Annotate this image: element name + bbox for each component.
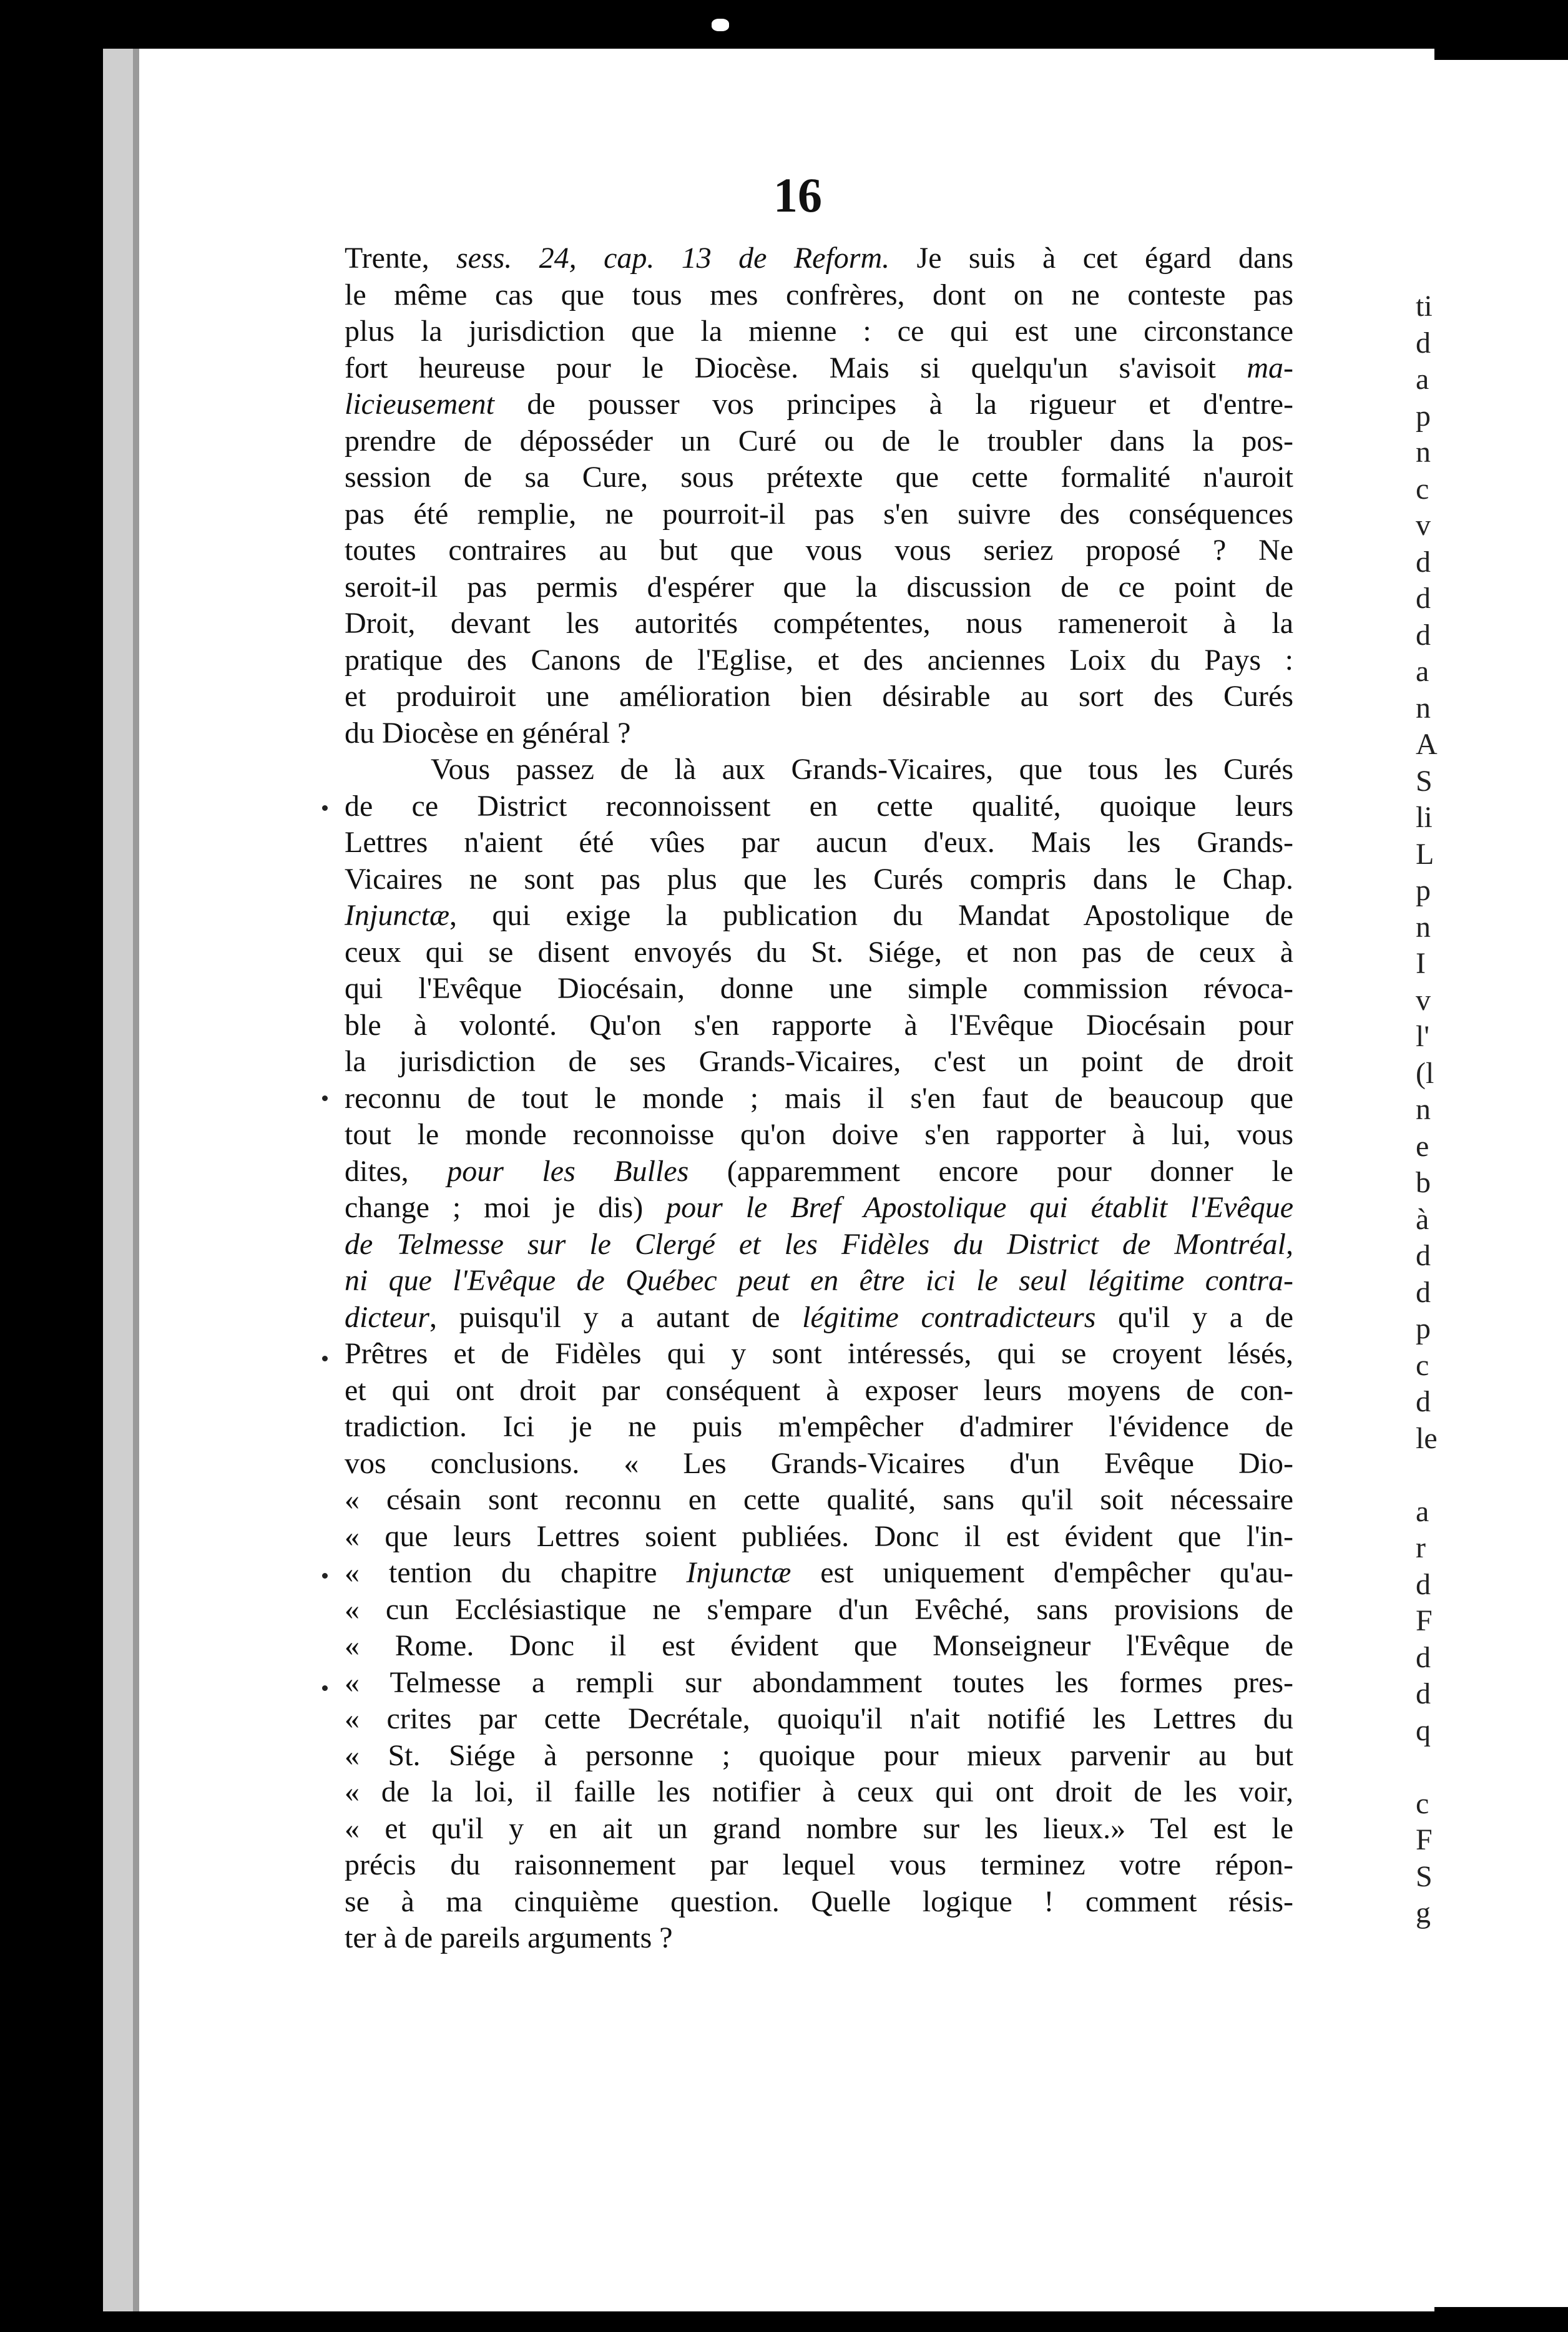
text-line: « de la loi, il faille les notifier à ceux qui ont droit de les voir, — [345, 1775, 1293, 1808]
adjacent-page-letter: I — [1416, 947, 1426, 980]
adjacent-page-letter: d — [1416, 1239, 1431, 1272]
text-line: « que leurs Lettres soient publiées. Donc il est évident que l'in- — [345, 1519, 1293, 1553]
text-line: change ; moi je dis) pour le Bref Apostolique qui établit l'Evêque — [345, 1191, 1293, 1224]
adjacent-page-letter: g — [1416, 1896, 1431, 1929]
adjacent-page-letter: n — [1416, 910, 1431, 944]
adjacent-page-letter: à — [1416, 1202, 1429, 1236]
page-gutter — [133, 49, 139, 2311]
margin-mark — [322, 1685, 328, 1691]
text-line: seroit-il pas permis d'espérer que la discussion de ce point de — [345, 570, 1293, 604]
text-line: Trente, sess. 24, cap. 13 de Reform. Je suis à cet égard dans — [345, 242, 1293, 275]
adjacent-page-letter: d — [1416, 545, 1431, 579]
adjacent-page-letter: p — [1416, 1312, 1431, 1345]
text-line: session de sa Cure, sous prétexte que cette formalité n'auroit — [345, 461, 1293, 494]
margin-mark — [322, 805, 328, 811]
text-line: « St. Siége à personne ; quoique pour mieux parvenir au but — [345, 1738, 1293, 1772]
adjacent-page-letter: A — [1416, 728, 1438, 761]
adjacent-page-letter: F — [1416, 1823, 1433, 1856]
text-line: Droit, devant les autorités compétentes, nous rameneroit à la — [345, 607, 1293, 640]
page-body-text — [345, 240, 1293, 1957]
text-line: « cun Ecclésiastique ne s'empare d'un Evêché, sans provisions de — [345, 1592, 1293, 1626]
adjacent-page-fragment — [1416, 60, 1568, 2307]
page-number: 16 — [773, 168, 822, 222]
adjacent-page-letter — [1416, 1751, 1566, 1783]
text-line: toutes contraires au but que vous vous seriez proposé ? Ne — [345, 534, 1293, 567]
adjacent-page-letter: n — [1416, 1093, 1431, 1126]
adjacent-page-letter: p — [1416, 874, 1431, 907]
text-line: Vicaires ne sont pas plus que les Curés compris dans le Chap. — [345, 862, 1293, 896]
text-line: et produiroit une amélioration bien désirable au sort des Curés — [345, 680, 1293, 713]
text-line: dicteur, puisqu'il y a autant de légitime contradicteurs qu'il y a de — [345, 1300, 1293, 1334]
adjacent-page-letter: d — [1416, 1677, 1431, 1710]
adjacent-page-letter: p — [1416, 399, 1431, 433]
adjacent-page-letter: S — [1416, 764, 1433, 798]
adjacent-page-letter: b — [1416, 1166, 1431, 1199]
text-line: ter à de pareils arguments ? — [345, 1921, 673, 1954]
top-smudge — [712, 19, 729, 31]
margin-mark — [322, 1573, 328, 1579]
text-line: pratique des Canons de l'Eglise, et des anciennes Loix du Pays : — [345, 643, 1293, 677]
adjacent-page-letter: li — [1416, 801, 1433, 834]
adjacent-page-letter — [1416, 1459, 1566, 1491]
text-line: pas été remplie, ne pourroit-il pas s'en suivre des conséquences — [345, 497, 1293, 531]
adjacent-page-letter: d — [1416, 582, 1431, 615]
text-line: vos conclusions. « Les Grands-Vicaires d'un Evêque Dio- — [345, 1446, 1293, 1480]
text-line: ni que l'Evêque de Québec peut en être ici le seul légitime contra- — [345, 1264, 1293, 1297]
text-line: reconnu de tout le monde ; mais il s'en faut de beaucoup que — [345, 1081, 1293, 1115]
adjacent-page-letter: c — [1416, 1348, 1429, 1382]
adjacent-page-letter: d — [1416, 326, 1431, 360]
adjacent-page-letter: d — [1416, 1640, 1431, 1674]
text-line: de Telmesse sur le Clergé et les Fidèles du District de Montréal, — [345, 1227, 1293, 1261]
text-line: prendre de déposséder un Curé ou de le troubler dans la pos- — [345, 424, 1293, 458]
adjacent-page-letter: r — [1416, 1531, 1426, 1564]
adjacent-page-letter: le — [1416, 1421, 1438, 1455]
adjacent-page-letter: ti — [1416, 290, 1433, 323]
adjacent-page-letter: n — [1416, 691, 1431, 725]
adjacent-page-letter: d — [1416, 1385, 1431, 1418]
adjacent-page-letter: a — [1416, 363, 1429, 396]
adjacent-page-letter: a — [1416, 1494, 1429, 1528]
text-line: se à ma cinquième question. Quelle logique ! comment résis- — [345, 1884, 1293, 1918]
text-line: du Diocèse en général ? — [345, 716, 631, 750]
text-line: et qui ont droit par conséquent à exposer leurs moyens de con- — [345, 1373, 1293, 1407]
adjacent-page-letter: d — [1416, 618, 1431, 652]
text-line: « crites par cette Decrétale, quoiqu'il n'ait notifié les Lettres du — [345, 1702, 1293, 1735]
text-line: de ce District reconnoissent en cette qualité, quoique leurs — [345, 789, 1293, 823]
adjacent-page-letter: S — [1416, 1859, 1433, 1893]
adjacent-page-letter: n — [1416, 436, 1431, 469]
text-line: tout le monde reconnoisse qu'on doive s'en rapporter à lui, vous — [345, 1118, 1293, 1151]
adjacent-page-letter: d — [1416, 1275, 1431, 1309]
text-line: « Telmesse a rempli sur abondamment toutes les formes pres- — [345, 1665, 1293, 1699]
adjacent-page-letter: F — [1416, 1604, 1433, 1637]
text-line: fort heureuse pour le Diocèse. Mais si quelqu'un s'avisoit ma- — [345, 351, 1293, 385]
text-line: « Rome. Donc il est évident que Monseigneur l'Evêque de — [345, 1629, 1293, 1662]
adjacent-page-letter: c — [1416, 472, 1429, 506]
adjacent-page-letter: c — [1416, 1786, 1429, 1820]
text-line: tradiction. Ici je ne puis m'empêcher d'admirer l'évidence de — [345, 1410, 1293, 1443]
text-line: Vous passez de là aux Grands-Vicaires, que tous les Curés — [431, 753, 1293, 786]
text-line: la jurisdiction de ses Grands-Vicaires, c'est un point de droit — [345, 1045, 1293, 1078]
text-line: « césain sont reconnu en cette qualité, sans qu'il soit nécessaire — [345, 1483, 1293, 1516]
text-line: « tention du chapitre Injunctæ est uniquement d'empêcher qu'au- — [345, 1556, 1293, 1589]
adjacent-page-letter: L — [1416, 837, 1434, 871]
text-line: plus la jurisdiction que la mienne : ce qui est une circonstance — [345, 315, 1293, 348]
text-line: Injunctæ, qui exige la publication du Mandat Apostolique de — [345, 899, 1293, 932]
margin-mark — [322, 1095, 328, 1101]
adjacent-page-letter: a — [1416, 655, 1429, 688]
text-line: ble à volonté. Qu'on s'en rapporte à l'Evêque Diocésain pour — [345, 1008, 1293, 1042]
adjacent-page-letter: (l — [1416, 1056, 1434, 1090]
adjacent-page-letter: e — [1416, 1129, 1429, 1163]
text-line: ceux qui se disent envoyés du St. Siége, et non pas de ceux à — [345, 935, 1293, 969]
text-line: précis du raisonnement par lequel vous terminez votre répon- — [345, 1848, 1293, 1881]
text-line: Lettres n'aient été vûes par aucun d'eux. Mais les Grands- — [345, 826, 1293, 859]
adjacent-page-letter: q — [1416, 1713, 1431, 1747]
text-line: licieusement de pousser vos principes à la rigueur et d'entre- — [345, 388, 1293, 421]
adjacent-page-letter: d — [1416, 1567, 1431, 1601]
adjacent-page-letter: v — [1416, 509, 1431, 542]
adjacent-page-letter: v — [1416, 983, 1431, 1017]
text-line: dites, pour les Bulles (apparemment encore pour donner le — [345, 1154, 1293, 1188]
text-line: Prêtres et de Fidèles qui y sont intéressés, qui se croyent lésés, — [345, 1337, 1293, 1370]
text-line: le même cas que tous mes confrères, dont on ne conteste pas — [345, 278, 1293, 311]
text-line: qui l'Evêque Diocésain, donne une simple commission révoca- — [345, 972, 1293, 1005]
adjacent-page-letter: l' — [1416, 1020, 1429, 1053]
margin-mark — [322, 1356, 328, 1361]
text-line: « et qu'il y en ait un grand nombre sur les lieux.» Tel est le — [345, 1811, 1293, 1845]
